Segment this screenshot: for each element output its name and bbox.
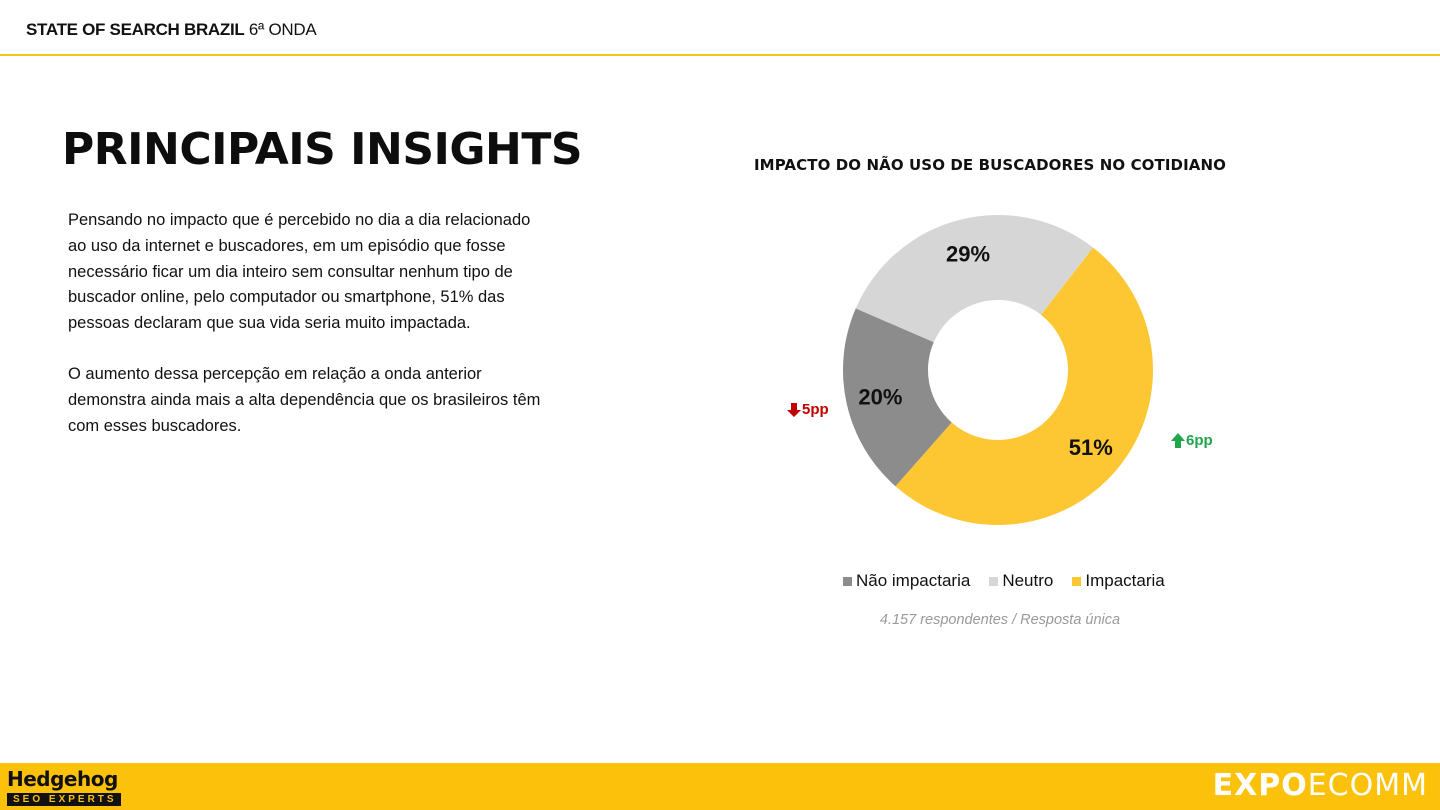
insights-text	[68, 208, 548, 464]
donut-label-nao-impactaria: 20%	[858, 384, 903, 410]
legend-swatch-neutro	[989, 577, 998, 586]
donut-label-neutro: 29%	[946, 241, 991, 267]
page-title: PRINCIPAIS INSIGHTS	[62, 124, 583, 175]
legend-item-impactaria	[1072, 571, 1164, 591]
expoecomm-logo	[1213, 769, 1428, 803]
legend-swatch-impactaria	[1072, 577, 1081, 586]
delta-up-label: 6pp	[1186, 432, 1213, 449]
header-bar	[0, 0, 1440, 56]
chart-legend	[843, 571, 1184, 591]
donut-label-impactaria: 51%	[1068, 434, 1113, 460]
arrow-up-shape	[1171, 433, 1185, 448]
legend-label-neutro: Neutro	[1002, 571, 1054, 590]
legend-label-nao-impactaria: Não impactaria	[856, 571, 971, 590]
footer-bar	[0, 763, 1440, 810]
legend-item-nao-impactaria	[843, 571, 970, 591]
hedgehog-logo	[7, 769, 121, 807]
arrow-down-shape	[787, 403, 801, 417]
chart-title: IMPACTO DO NÃO USO DE BUSCADORES NO COTIDIANO	[754, 156, 1226, 174]
expoecomm-logo-part2: ECOMM	[1307, 768, 1428, 803]
report-title-wave: 6ª ONDA	[244, 20, 317, 39]
delta-down-label: 5pp	[802, 401, 829, 418]
arrow-up-icon	[1170, 432, 1186, 449]
legend-swatch-nao-impactaria	[843, 577, 852, 586]
hedgehog-logo-name: Hedgehog	[7, 767, 118, 791]
sample-note: 4.157 respondentes / Resposta única	[879, 612, 1121, 628]
insight-paragraph-2: O aumento dessa percepção em relação a onda anterior demonstra ainda mais a alta dependência que os brasileiros têm com esses buscadores.	[68, 364, 541, 435]
legend-label-impactaria: Impactaria	[1085, 571, 1165, 590]
arrow-down-icon	[786, 402, 802, 418]
legend-item-neutro	[989, 571, 1053, 591]
expoecomm-logo-part1: EXPO	[1212, 768, 1308, 803]
donut-chart	[770, 196, 1230, 546]
report-title	[26, 20, 316, 40]
delta-down-annotation	[786, 401, 829, 418]
report-title-bold: STATE OF SEARCH BRAZIL	[26, 20, 245, 39]
insight-paragraph-1: Pensando no impacto que é percebido no dia a dia relacionado ao uso da internet e buscadores, em um episódio que fosse necessário ficar um dia inteiro sem consultar nenhum tipo de buscador online, pelo computador ou smartphone, 51% das pessoas declaram que sua vida seria muito impactada.	[68, 211, 531, 333]
hedgehog-logo-tagline: SEO EXPERTS	[7, 793, 121, 806]
delta-up-annotation	[1170, 432, 1213, 449]
